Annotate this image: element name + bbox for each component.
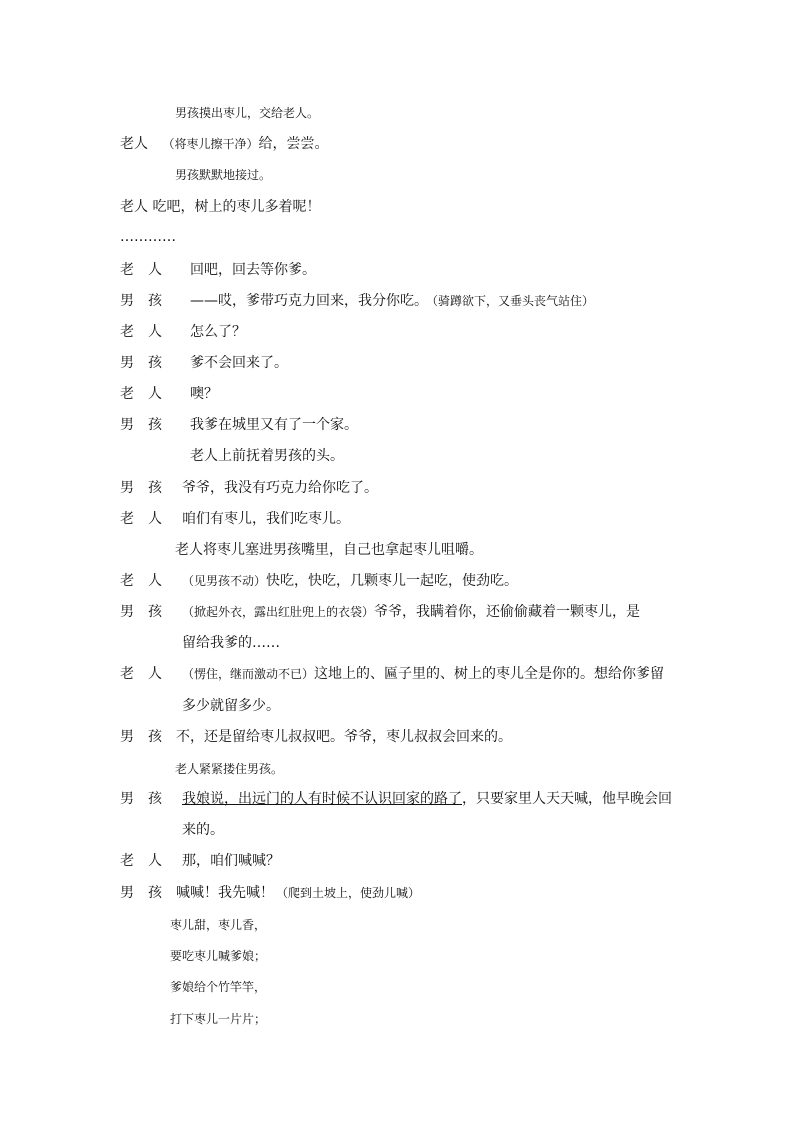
dialogue-line: 老人 吃吧，树上的枣儿多着呢！ [120, 199, 321, 215]
dialogue-line [120, 292, 594, 310]
dialogue-line [120, 479, 378, 497]
inline-direction: （将枣儿擦干净） [162, 137, 259, 151]
speaker-name: 男 孩 [120, 355, 162, 371]
speaker-name: 男 孩 [120, 480, 162, 496]
dialogue-text: 这地上的、匾子里的、树上的枣儿全是你的。想给你爹留 [314, 666, 665, 682]
dialogue-line [120, 790, 672, 808]
speaker-name: 男 孩 [120, 729, 162, 745]
dialogue-line [120, 510, 350, 528]
inline-direction: （见男孩不动） [182, 574, 267, 588]
dialogue-text: 怎么了？ [190, 324, 246, 340]
dialogue-text: ——哎，爹带巧克力回来，我分你吃。 [190, 293, 428, 309]
dialogue-line [120, 572, 518, 590]
speaker-name: 老 人 [120, 666, 162, 682]
dialogue-text: 爷爷，我瞒着你，还偷偷藏着一颗枣儿，是 [374, 604, 641, 620]
dialogue-continuation: 多少就留多少。 [182, 698, 280, 714]
speaker-name: 老 人 [120, 853, 162, 869]
dialogue-text: 快吃，快吃，几颗枣儿一起吃，使劲吃。 [266, 573, 519, 589]
dialogue-line [120, 135, 328, 153]
dialogue-text: 咱们有枣儿，我们吃枣儿。 [182, 511, 350, 527]
underlined-text: 我娘说，出远门的人有时候不认识回家的路了 [182, 791, 462, 807]
inline-direction: （掀起外衣，露出红肚兜上的衣袋） [182, 605, 375, 619]
speaker-name: 老 人 [120, 324, 162, 340]
dialogue-line [120, 354, 288, 372]
verse-line: 打下枣儿一片片； [170, 1012, 267, 1026]
dialogue-line [120, 603, 640, 621]
dialogue-continuation: 来的。 [182, 822, 224, 838]
stage-direction: 老人将枣儿塞进男孩嘴里，自己也拿起枣儿咀嚼。 [175, 542, 483, 558]
inline-direction: （爬到土坡上，使劲儿喊） [276, 886, 421, 900]
speaker-name: 老人 [120, 136, 148, 152]
dialogue-text: 爹不会回来了。 [190, 355, 288, 371]
dialogue-text: ，只要家里人天天喊，他早晚会回 [462, 791, 672, 807]
dialogue-line [120, 261, 316, 279]
dialogue-line [120, 665, 664, 683]
speaker-name: 男 孩 [120, 293, 162, 309]
speaker-name: 老 人 [120, 511, 162, 527]
stage-direction: 老人紧紧搂住男孩。 [175, 762, 284, 776]
verse-line: 枣儿甜，枣儿香， [170, 918, 267, 932]
dialogue-line [120, 884, 420, 902]
speaker-name: 老 人 [120, 386, 162, 402]
dialogue-text: 不，还是留给枣儿叔叔吧。爷爷，枣儿叔叔会回来的。 [176, 729, 512, 745]
dialogue-text: 喊喊！我先喊！ [176, 885, 274, 901]
verse-line: 爹娘给个竹竿竿， [170, 980, 267, 994]
dialogue-line [120, 728, 512, 746]
stage-direction: 男孩默默地接过。 [175, 168, 272, 182]
speaker-name: 男 孩 [120, 791, 162, 807]
speaker-name: 老 人 [120, 573, 162, 589]
stage-direction: 男孩摸出枣儿，交给老人。 [175, 106, 320, 120]
dialogue-text: 我爹在城里又有了一个家。 [190, 417, 358, 433]
dialogue-text: 爷爷，我没有巧克力给你吃了。 [182, 480, 378, 496]
dialogue-line [120, 852, 280, 870]
ellipsis-line: ………… [120, 229, 176, 245]
speaker-name: 男 孩 [120, 604, 162, 620]
speaker-name: 男 孩 [120, 417, 162, 433]
speaker-name: 男 孩 [120, 885, 162, 901]
dialogue-text: 那，咱们喊喊？ [182, 853, 280, 869]
dialogue-text: 噢？ [190, 386, 218, 402]
inline-direction: （骑蹲欲下，又垂头丧气站住） [432, 294, 595, 308]
dialogue-line [120, 323, 246, 341]
speaker-name: 老 人 [120, 262, 162, 278]
stage-direction: 老人上前抚着男孩的头。 [190, 448, 344, 464]
inline-direction: （愣住，继而激动不已） [182, 667, 315, 681]
dialogue-continuation: 留给我爹的…… [182, 635, 280, 651]
dialogue-line [120, 385, 218, 403]
dialogue-text: 回吧，回去等你爹。 [190, 262, 316, 278]
dialogue-text: 给，尝尝。 [258, 136, 329, 152]
verse-line: 要吃枣儿喊爹娘； [170, 949, 267, 963]
dialogue-line [120, 416, 358, 434]
